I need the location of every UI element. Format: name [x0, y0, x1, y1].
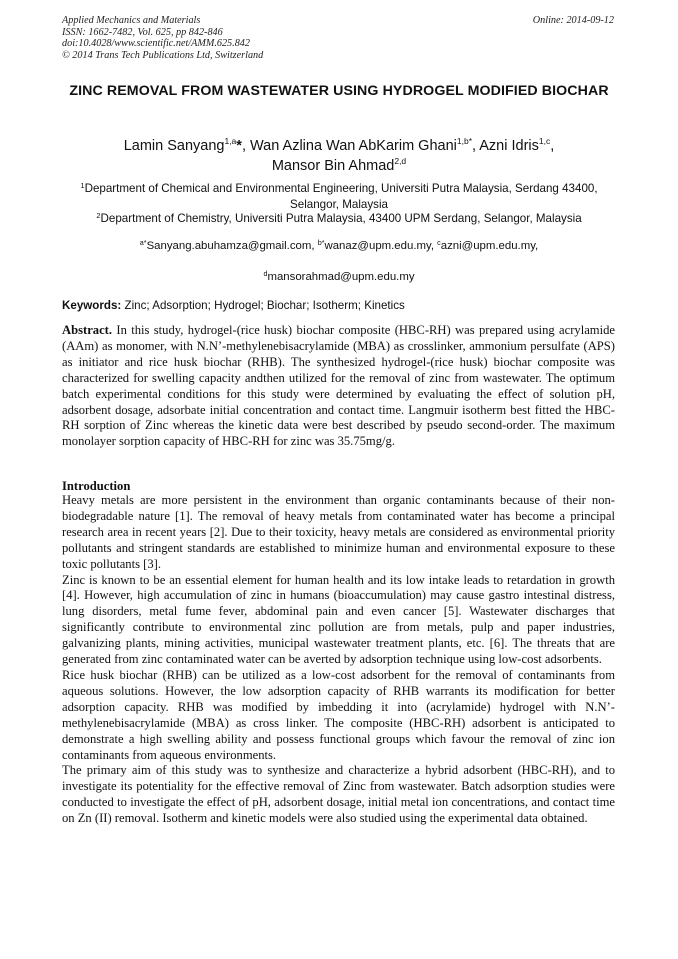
issn-line: ISSN: 1662-7482, Vol. 625, pp 842-846	[62, 26, 223, 38]
paragraph: Zinc is known to be an essential element for human health and its low intake leads to retardation in growth [4]. However, high accumulation of zinc in humans (bioaccumulation) may cause gastro intestinal distress, lung disorders, metal fume fever, abdominal pain and even cancer [5]. Wastewater discharges that significantly contribute to environmental zinc pollution are from metals, pulp and paper industries, galvanizing plants, mining activities, municipal wastewater treatment plants, etc. [6]. The threats that are generated from zinc contaminated water can be averted by adsorption technique using low-cost adsorbents.	[62, 572, 615, 667]
email-mark: c	[437, 238, 441, 247]
keywords-label: Keywords:	[62, 299, 122, 312]
affiliation-text: Department of Chemical and Environmental Engineering, Universiti Putra Malaysia, Serdang 43400, Selangor, Malaysia	[84, 182, 598, 211]
email-link[interactable]: wanaz@upm.edu.my,	[324, 240, 438, 252]
keywords-line	[62, 298, 616, 314]
email-mark: a*	[139, 238, 147, 247]
affiliation-2	[62, 211, 616, 227]
affiliation-mark: 2	[96, 211, 101, 220]
journal-name: Applied Mechanics and Materials	[62, 15, 201, 26]
email-mark: b*	[317, 238, 325, 247]
paper-title: ZINC REMOVAL FROM WASTEWATER USING HYDROGEL MODIFIED BIOCHAR	[69, 83, 609, 99]
author-name: Mansor Bin Ahmad	[271, 158, 395, 174]
email-mark: d	[263, 269, 268, 278]
introduction-body	[62, 493, 615, 827]
affiliation-text: Department of Chemistry, Universiti Putra Malaysia, 43400 UPM Serdang, Selangor, Malaysia	[100, 212, 582, 225]
affiliation-mark: 1	[80, 181, 85, 190]
keywords-text: Zinc; Adsorption; Hydrogel; Biochar; Isotherm; Kinetics	[121, 299, 405, 312]
author-name: Azni Idris	[479, 138, 539, 154]
email-line-1	[62, 238, 616, 254]
author-affiliation-mark: 1,b*	[456, 136, 472, 146]
author-separator: ,	[472, 138, 480, 154]
journal-header	[62, 15, 442, 61]
email-line-2	[62, 269, 616, 285]
paragraph: Rice husk biochar (RHB) can be utilized as a low-cost adsorbent for the removal of contaminants from aqueous solutions. However, the low adsorption capacity of RHB warrants its modification for better adsorption capacity. RHB was modified by imbedding it into (acrylamide) hydrogel with N.N’-methylenebisacrylamide (MBA) as cross linker. The composite (HBC-RH) adsorbent is anticipated to demonstrate a high swelling ability and possess functional groups which favour the removal of zinc ion contaminants from aqueous environments.	[62, 667, 615, 762]
author-affiliation-mark: 1,a	[224, 136, 237, 146]
email-link[interactable]: Sanyang.abuhamza@gmail.com,	[146, 240, 318, 252]
online-date: Online: 2014-09-12	[532, 15, 614, 26]
author-separator: ,	[241, 138, 251, 154]
author-name: Wan Azlina Wan AbKarim Ghani	[250, 138, 457, 154]
email-link[interactable]: mansorahmad@upm.edu.my	[267, 271, 415, 283]
author-separator: ,	[550, 138, 555, 154]
author-affiliation-mark: 1,c	[538, 136, 551, 146]
abstract-label: Abstract.	[62, 323, 113, 337]
affiliation-1	[62, 181, 616, 213]
abstract	[62, 323, 615, 450]
paragraph: Heavy metals are more persistent in the environment than organic contaminants because of their non-biodegradable nature [1]. The removal of heavy metals from contaminated water has become a principal research area in recent years [2]. Due to their toxicity, heavy metals are considered as environmental priority pollutants and stringent standards are established to minimize human and environmental exposure to these toxic pollutants [3].	[62, 493, 615, 571]
copyright-line: © 2014 Trans Tech Publications Ltd, Switzerland	[62, 49, 264, 61]
author-list	[62, 136, 616, 176]
paragraph: The primary aim of this study was to synthesize and characterize a hybrid adsorbent (HBC-RH), and to investigate its potentiality for the effective removal of Zinc from wastewater. Batch adsorption studies were conducted to investigate the effect of pH, adsorbent dosage, initial metal ion concentrations, and contact time on Zn (II) removal. Isotherm and kinetic models were also studied using the experimental data obtained.	[62, 763, 615, 826]
email-link[interactable]: azni@upm.edu.my,	[440, 240, 539, 252]
section-heading-introduction: Introduction	[62, 479, 131, 493]
doi-line: doi:10.4028/www.scientific.net/AMM.625.842	[62, 38, 250, 50]
author-affiliation-mark: 2,d	[394, 156, 407, 166]
corresponding-mark: *	[236, 138, 242, 154]
author-name: Lamin Sanyang	[123, 138, 225, 154]
abstract-text: In this study, hydrogel-(rice husk) biochar composite (HBC-RH) was prepared using acrylamide (AAm) as monomer, with N.N’-methylenebisacrylamide (MBA) as crosslinker, ammonium persulfate (APS) as initiator and rice husk biochar (RHB). The synthesized hydrogel-(rice husk) biochar composite was characterized for swelling capacity andthen utilized for the removal of zinc from wastewater. The optimum batch experimental conditions for this study were determined by evaluating the effect of solution pH, adsorbent dosage, adsorbate initial concentration and contact time. Langmuir isotherm best fitted the HBC-RH sorption of Zinc whereas the kinetic data were best described by pseudo second-order. The maximum monolayer sorption capacity of HBC-RH for zinc was 35.75mg/g.	[62, 323, 615, 449]
